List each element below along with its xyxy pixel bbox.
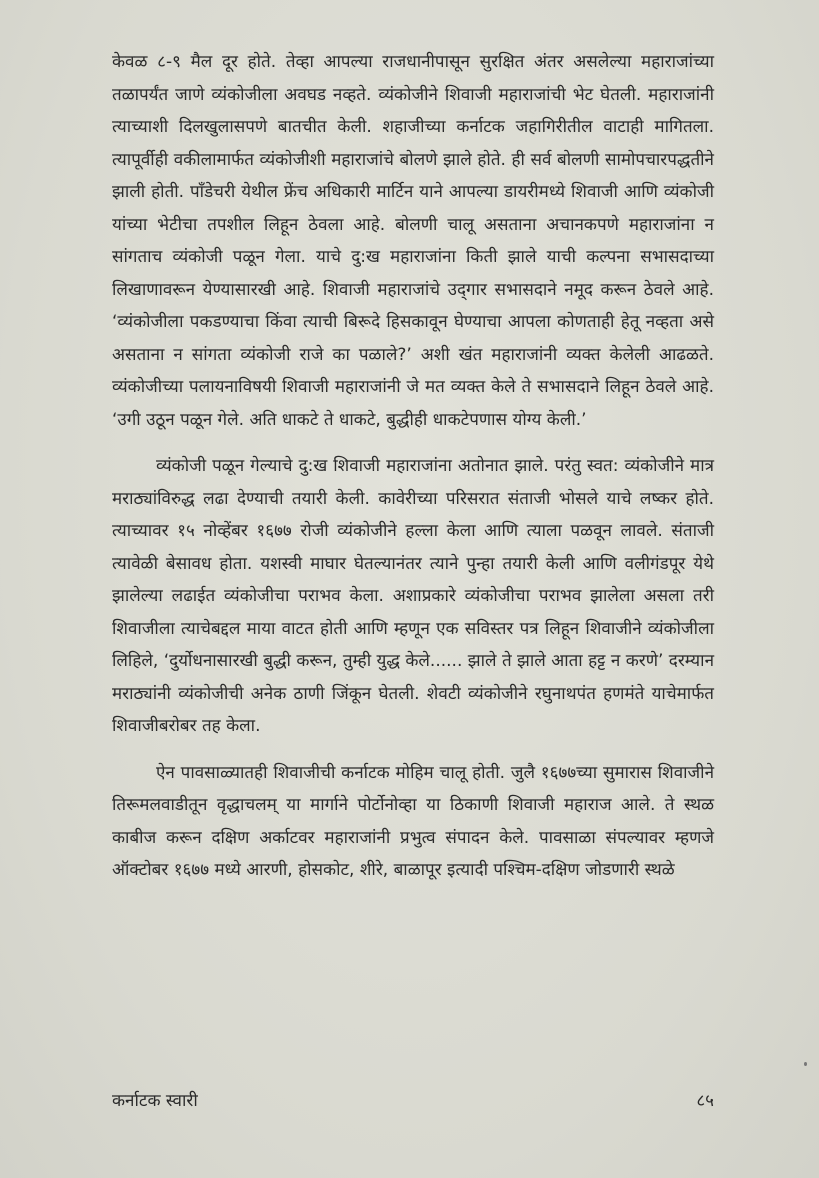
paragraph-1: केवळ ८-९ मैल दूर होते. तेव्हा आपल्या राजधानीपासून सुरक्षित अंतर असलेल्या महाराजांच्या तळापर्यंत जाणे व्यंकोजीला अवघड नव्हते. व्यंकोजीने शिवाजी महाराजांची भेट घेतली. महाराजांनी त्याच्याशी दिलखुलासपणे बातचीत केली. शहाजीच्या कर्नाटक जहागिरीतील वाटाही मागितला. त्यापूर्वीही वकीलामार्फत व्यंकोजीशी महाराजांचे बोलणे झाले होते. ही सर्व बोलणी सामोपचारपद्धतीने झाली होती. पाँडेचरी येथील फ्रेंच अधिकारी मार्टिन याने आपल्या डायरीमध्ये शिवाजी आणि व्यंकोजी यांच्या भेटीचा तपशील लिहून ठेवला आहे. बोलणी चालू असताना अचानकपणे महाराजांना न सांगताच व्यंकोजी पळून गेला. याचे दु:ख महाराजांना किती झाले याची कल्पना सभासदाच्या लिखाणावरून येण्यासारखी आहे. शिवाजी महाराजांचे उद्‌गार सभासदाने नमूद करून ठेवले आहे. ‘व्यंकोजीला पकडण्याचा किंवा त्याची बिरूदे हिसकावून घेण्याचा आपला कोणताही हेतू नव्हता असे असताना न सांगता व्यंकोजी राजे का पळाले?’ अशी खंत महाराजांनी व्यक्त केलेली आढळते. व्यंकोजीच्या पलायनाविषयी शिवाजी महाराजांनी जे मत व्यक्त केले ते सभासदाने लिहून ठेवले आहे. ‘उगी उठून पळून गेले. अति धाकटे ते धाकटे, बुद्धीही धाकटेपणास योग्य केली.’ (112, 52, 714, 430)
paragraph-2: व्यंकोजी पळून गेल्याचे दु:ख शिवाजी महाराजांना अतोनात झाले. परंतु स्वत: व्यंकोजीने मात्र मराठ्यांविरुद्ध लढा देण्याची तयारी केली. कावेरीच्या परिसरात संताजी भोसले याचे लष्कर होते. त्याच्यावर १५ नोव्हेंबर १६७७ रोजी व्यंकोजीने हल्ला केला आणि त्याला पळवून लावले. संताजी त्यावेळी बेसावध होता. यशस्वी माघार घेतल्यानंतर त्याने पुन्हा तयारी केली आणि वलीगंडपूर येथे झालेल्या लढाईत व्यंकोजीचा पराभव केला. अशाप्रकारे व्यंकोजीचा पराभव झालेला असला तरी शिवाजीला त्याचेबद्दल माया वाटत होती आणि म्हणून एक सविस्तर पत्र लिहून शिवाजीने व्यंकोजीला लिहिले, ‘दुर्योधनासारखी बुद्धी करून, तुम्ही युद्ध केले...... झाले ते झाले आता हट्ट न करणे’ दरम्यान मराठ्यांनी व्यंकोजीची अनेक ठाणी जिंकून घेतली. शेवटी व्यंकोजीने रघुनाथपंत हणमंते याचेमार्फत शिवाजीबरोबर तह केला. (112, 456, 714, 736)
running-title: कर्नाटक स्वारी (112, 1091, 198, 1111)
paragraph-3: ऐन पावसाळ्यातही शिवाजीची कर्नाटक मोहिम चालू होती. जुलै १६७७च्या सुमारास शिवाजीने तिरूमलवाडीतून वृद्धाचलम् या मार्गाने पोर्टोनोव्हा या ठिकाणी शिवाजी महाराज आले. ते स्थळ काबीज करून दक्षिण अर्काटवर महाराजांनी प्रभुत्व संपादन केले. पावसाळा संपल्यावर म्हणजे ऑक्टोबर १६७७ मध्ये आरणी, होसकोट, शीरे, बाळापूर इत्यादी पश्चिम-दक्षिण जोडणारी स्थळे (112, 762, 714, 880)
paper-speck (804, 1062, 807, 1066)
page-number: ८५ (696, 1091, 714, 1111)
page-body (112, 46, 714, 887)
page-footer (112, 1088, 714, 1118)
